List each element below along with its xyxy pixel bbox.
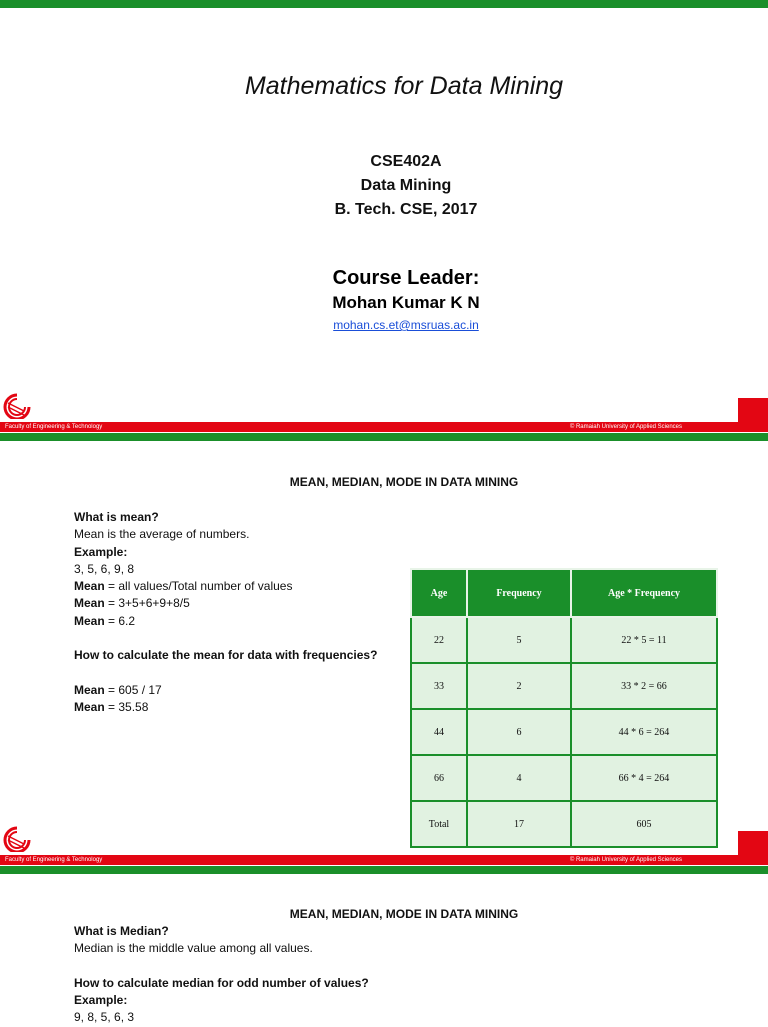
text-line: Example: (74, 993, 128, 1008)
slide2-text (74, 509, 377, 717)
table-cell: 66 (411, 755, 467, 801)
column-header-frequency: Frequency (467, 569, 571, 617)
course-name: Data Mining (360, 177, 452, 194)
slide2-heading: MEAN, MEDIAN, MODE IN DATA MINING (289, 475, 519, 489)
footer-copyright: © Ramaiah University of Applied Sciences (569, 424, 682, 430)
course-leader-heading: Course Leader: (332, 267, 480, 289)
table-cell: 6 (467, 709, 571, 755)
table-cell: Total (411, 801, 467, 847)
footer-faculty: Faculty of Engineering & Technology (5, 424, 103, 430)
university-logo-icon (2, 393, 32, 419)
text-line: 3, 5, 6, 9, 8 (74, 561, 135, 576)
text-line: Mean = all values/Total number of values (74, 579, 293, 594)
text-line: Median is the middle value among all values. (74, 941, 313, 956)
program: B. Tech. CSE, 2017 (334, 201, 478, 218)
slide1-bottom-bar (0, 433, 768, 441)
slide3-text (74, 923, 369, 1027)
text-line: How to calculate median for odd number of values? (74, 975, 369, 990)
slide1-footer-band (0, 422, 768, 432)
slide2-footer-band (0, 855, 768, 865)
footer-faculty: Faculty of Engineering & Technology (5, 857, 103, 863)
table-cell: 44 (411, 709, 467, 755)
frequency-table (410, 568, 718, 848)
text-line (74, 630, 377, 647)
slide2-corner-block (738, 831, 768, 857)
slide3-heading: MEAN, MEDIAN, MODE IN DATA MINING (289, 907, 519, 921)
slide2-bottom-bar (0, 866, 768, 874)
table-cell: 605 (571, 801, 717, 847)
text-line: Mean = 3+5+6+9+8/5 (74, 596, 190, 611)
text-line (74, 958, 369, 975)
slide1-top-bar (0, 0, 768, 8)
table-header-row (411, 569, 717, 617)
text-line: Mean = 605 / 17 (74, 682, 162, 697)
table-row (411, 617, 717, 663)
table-cell: 17 (467, 801, 571, 847)
text-line: Mean = 6.2 (74, 613, 136, 628)
table-cell: 4 (467, 755, 571, 801)
table-total-row (411, 801, 717, 847)
course-leader-email-link[interactable]: mohan.cs.et@msruas.ac.in (333, 318, 479, 332)
table-cell: 22 * 5 = 11 (571, 617, 717, 663)
table-row (411, 663, 717, 709)
table-cell: 5 (467, 617, 571, 663)
table-cell: 66 * 4 = 264 (571, 755, 717, 801)
footer-copyright: © Ramaiah University of Applied Sciences (569, 857, 682, 863)
column-header-product: Age * Frequency (571, 569, 717, 617)
text-line: Mean = 35.58 (74, 700, 149, 715)
text-line: What is mean? (74, 510, 159, 524)
table-cell: 33 * 2 = 66 (571, 663, 717, 709)
table-row (411, 755, 717, 801)
text-line: 9, 8, 5, 6, 3 (74, 1010, 135, 1025)
course-code: CSE402A (370, 153, 442, 170)
slide1-corner-block (738, 398, 768, 424)
column-header-age: Age (411, 569, 467, 617)
text-line: How to calculate the mean for data with frequencies? (74, 648, 378, 663)
text-line (74, 665, 377, 682)
table-cell: 2 (467, 663, 571, 709)
university-logo-icon (2, 826, 32, 852)
table-cell: 22 (411, 617, 467, 663)
text-line: What is Median? (74, 924, 169, 938)
table-cell: 33 (411, 663, 467, 709)
table-row (411, 709, 717, 755)
text-line: Example: (74, 544, 128, 559)
table-cell: 44 * 6 = 264 (571, 709, 717, 755)
slide1-title: Mathematics for Data Mining (244, 72, 564, 100)
course-leader-name: Mohan Kumar K N (332, 293, 480, 312)
text-line: Mean is the average of numbers. (74, 527, 250, 542)
